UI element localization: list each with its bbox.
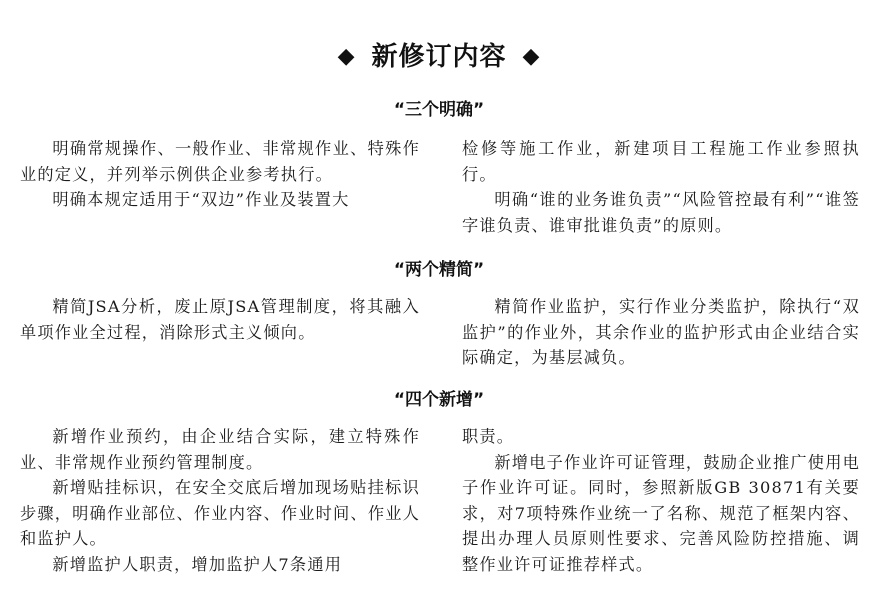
paragraph: 新增电子作业许可证管理，鼓励企业推广使用电子作业许可证。同时，参照新版GB 30871有关要求，对7项特殊作业统一了名称、规范了框架内容、提出办理人员原则性要求、完善风险防控措施、调整作业许可证推荐样式。 [462,452,860,574]
section-heading-three-clarifications: “三个明确” [393,100,485,120]
paragraph: 明确常规操作、一般作业、非常规作业、特殊作业的定义，并列举示例供企业参考执行。 [20,139,420,184]
section2-right-column [462,294,860,371]
paragraph: 明确本规定适用于“双边”作业及装置大 [52,190,350,209]
section3-left-column [20,424,420,577]
section-heading-four-additions: “四个新增” [393,390,485,410]
section-heading-two-simplifications: “两个精简” [393,260,485,280]
page-title-text: 新修订内容 [371,42,507,72]
paragraph: 新增贴挂标识，在安全交底后增加现场贴挂标识步骤，明确作业部位、作业内容、作业时间、作业人和监护人。 [20,478,420,548]
section3-right-column [462,424,860,577]
paragraph: 精简JSA分析，废止原JSA管理制度，将其融入单项作业全过程，消除形式主义倾向。 [20,297,420,342]
section2-left-column [20,294,420,345]
diamond-left-icon: ◆ [337,44,356,69]
paragraph-continued: 检修等施工作业，新建项目工程施工作业参照执行。 [462,139,860,184]
paragraph: 明确“谁的业务谁负责”“风险管控最有利”“谁签字谁负责、谁审批谁负责”的原则。 [462,190,860,235]
page-title [0,36,878,73]
section1-right-column [462,136,860,238]
diamond-right-icon: ◆ [522,44,541,69]
paragraph: 新增监护人职责，增加监护人7条通用 [52,554,343,574]
paragraph: 精简作业监护，实行作业分类监护，除执行“双监护”的作业外，其余作业的监护形式由企业结合实际确定，为基层减负。 [462,297,860,367]
section1-left-column [20,136,420,213]
paragraph: 新增作业预约，由企业结合实际，建立特殊作业、非常规作业预约管理制度。 [20,427,420,472]
paragraph-continued: 职责。 [462,427,515,446]
